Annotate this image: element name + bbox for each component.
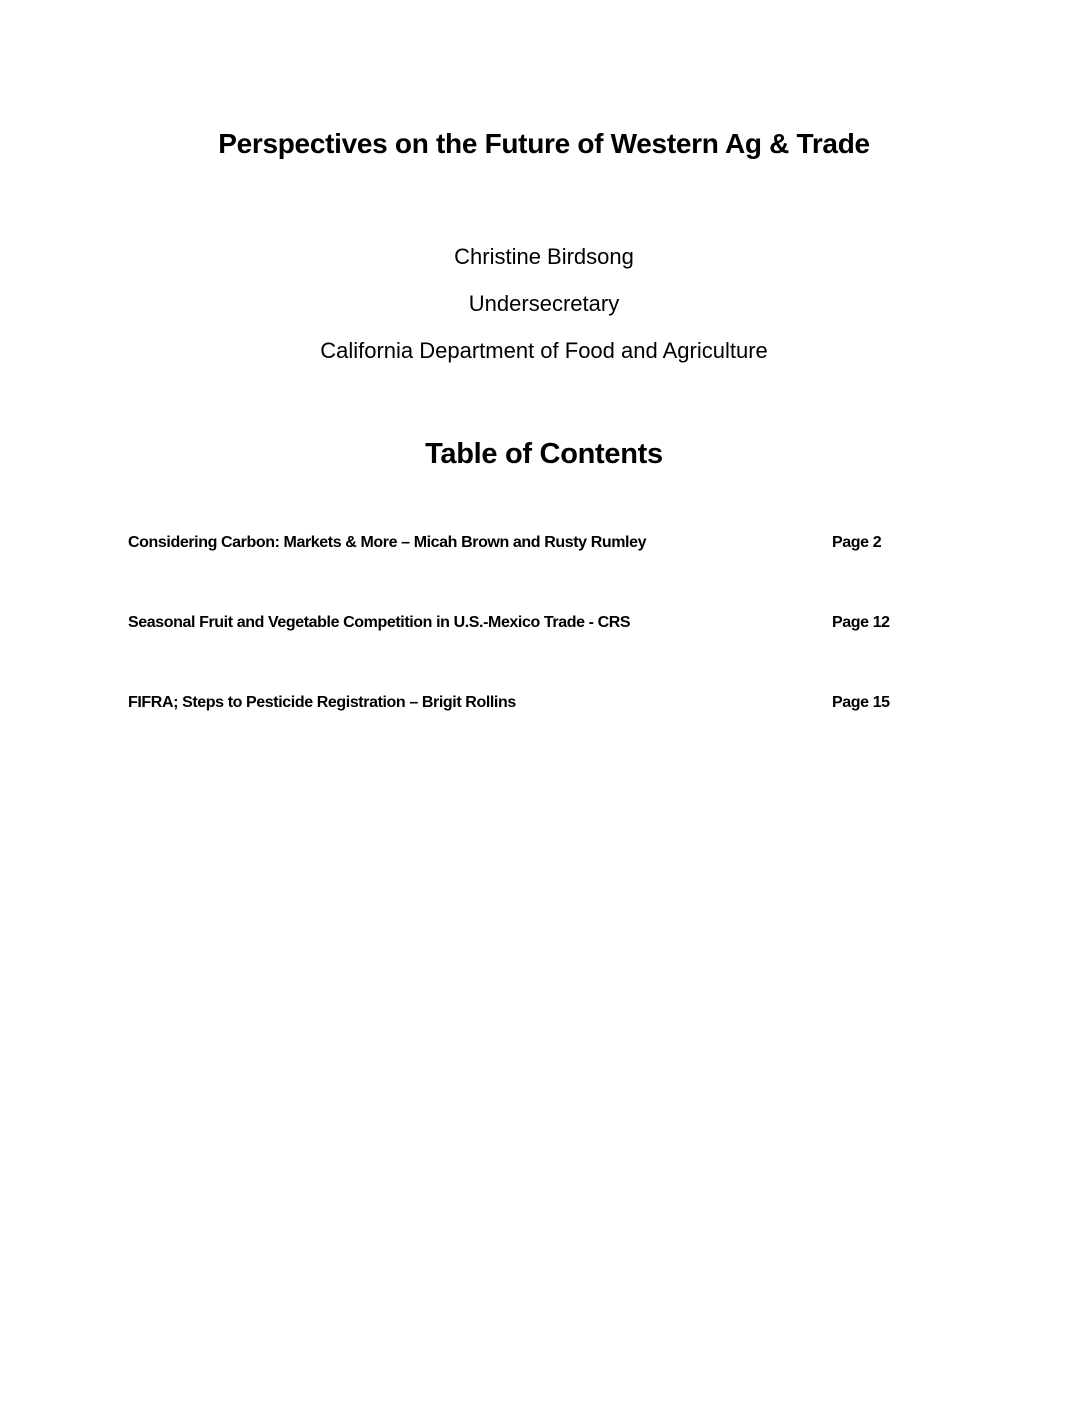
toc-entry-title: Seasonal Fruit and Vegetable Competition in U.S.-Mexico Trade - CRS (128, 614, 631, 631)
toc-entry-page: Page 2 (832, 534, 882, 551)
toc-entry-title: Considering Carbon: Markets & More – Micah Brown and Rusty Rumley (128, 534, 647, 551)
toc-entry (128, 614, 948, 694)
author-block (0, 240, 1088, 381)
toc-entry-title: FIFRA; Steps to Pesticide Registration – Brigit Rollins (128, 694, 516, 711)
author-organization: California Department of Food and Agriculture (320, 338, 768, 363)
toc-list (128, 534, 948, 774)
toc-entry (128, 694, 948, 774)
document-title: Perspectives on the Future of Western Ag & Trade (218, 128, 870, 159)
toc-heading: Table of Contents (425, 438, 663, 470)
toc-entry (128, 534, 948, 614)
author-position: Undersecretary (468, 291, 620, 316)
toc-entry-page: Page 12 (832, 614, 890, 631)
toc-entry-page: Page 15 (832, 694, 890, 711)
author-name: Christine Birdsong (454, 244, 634, 269)
